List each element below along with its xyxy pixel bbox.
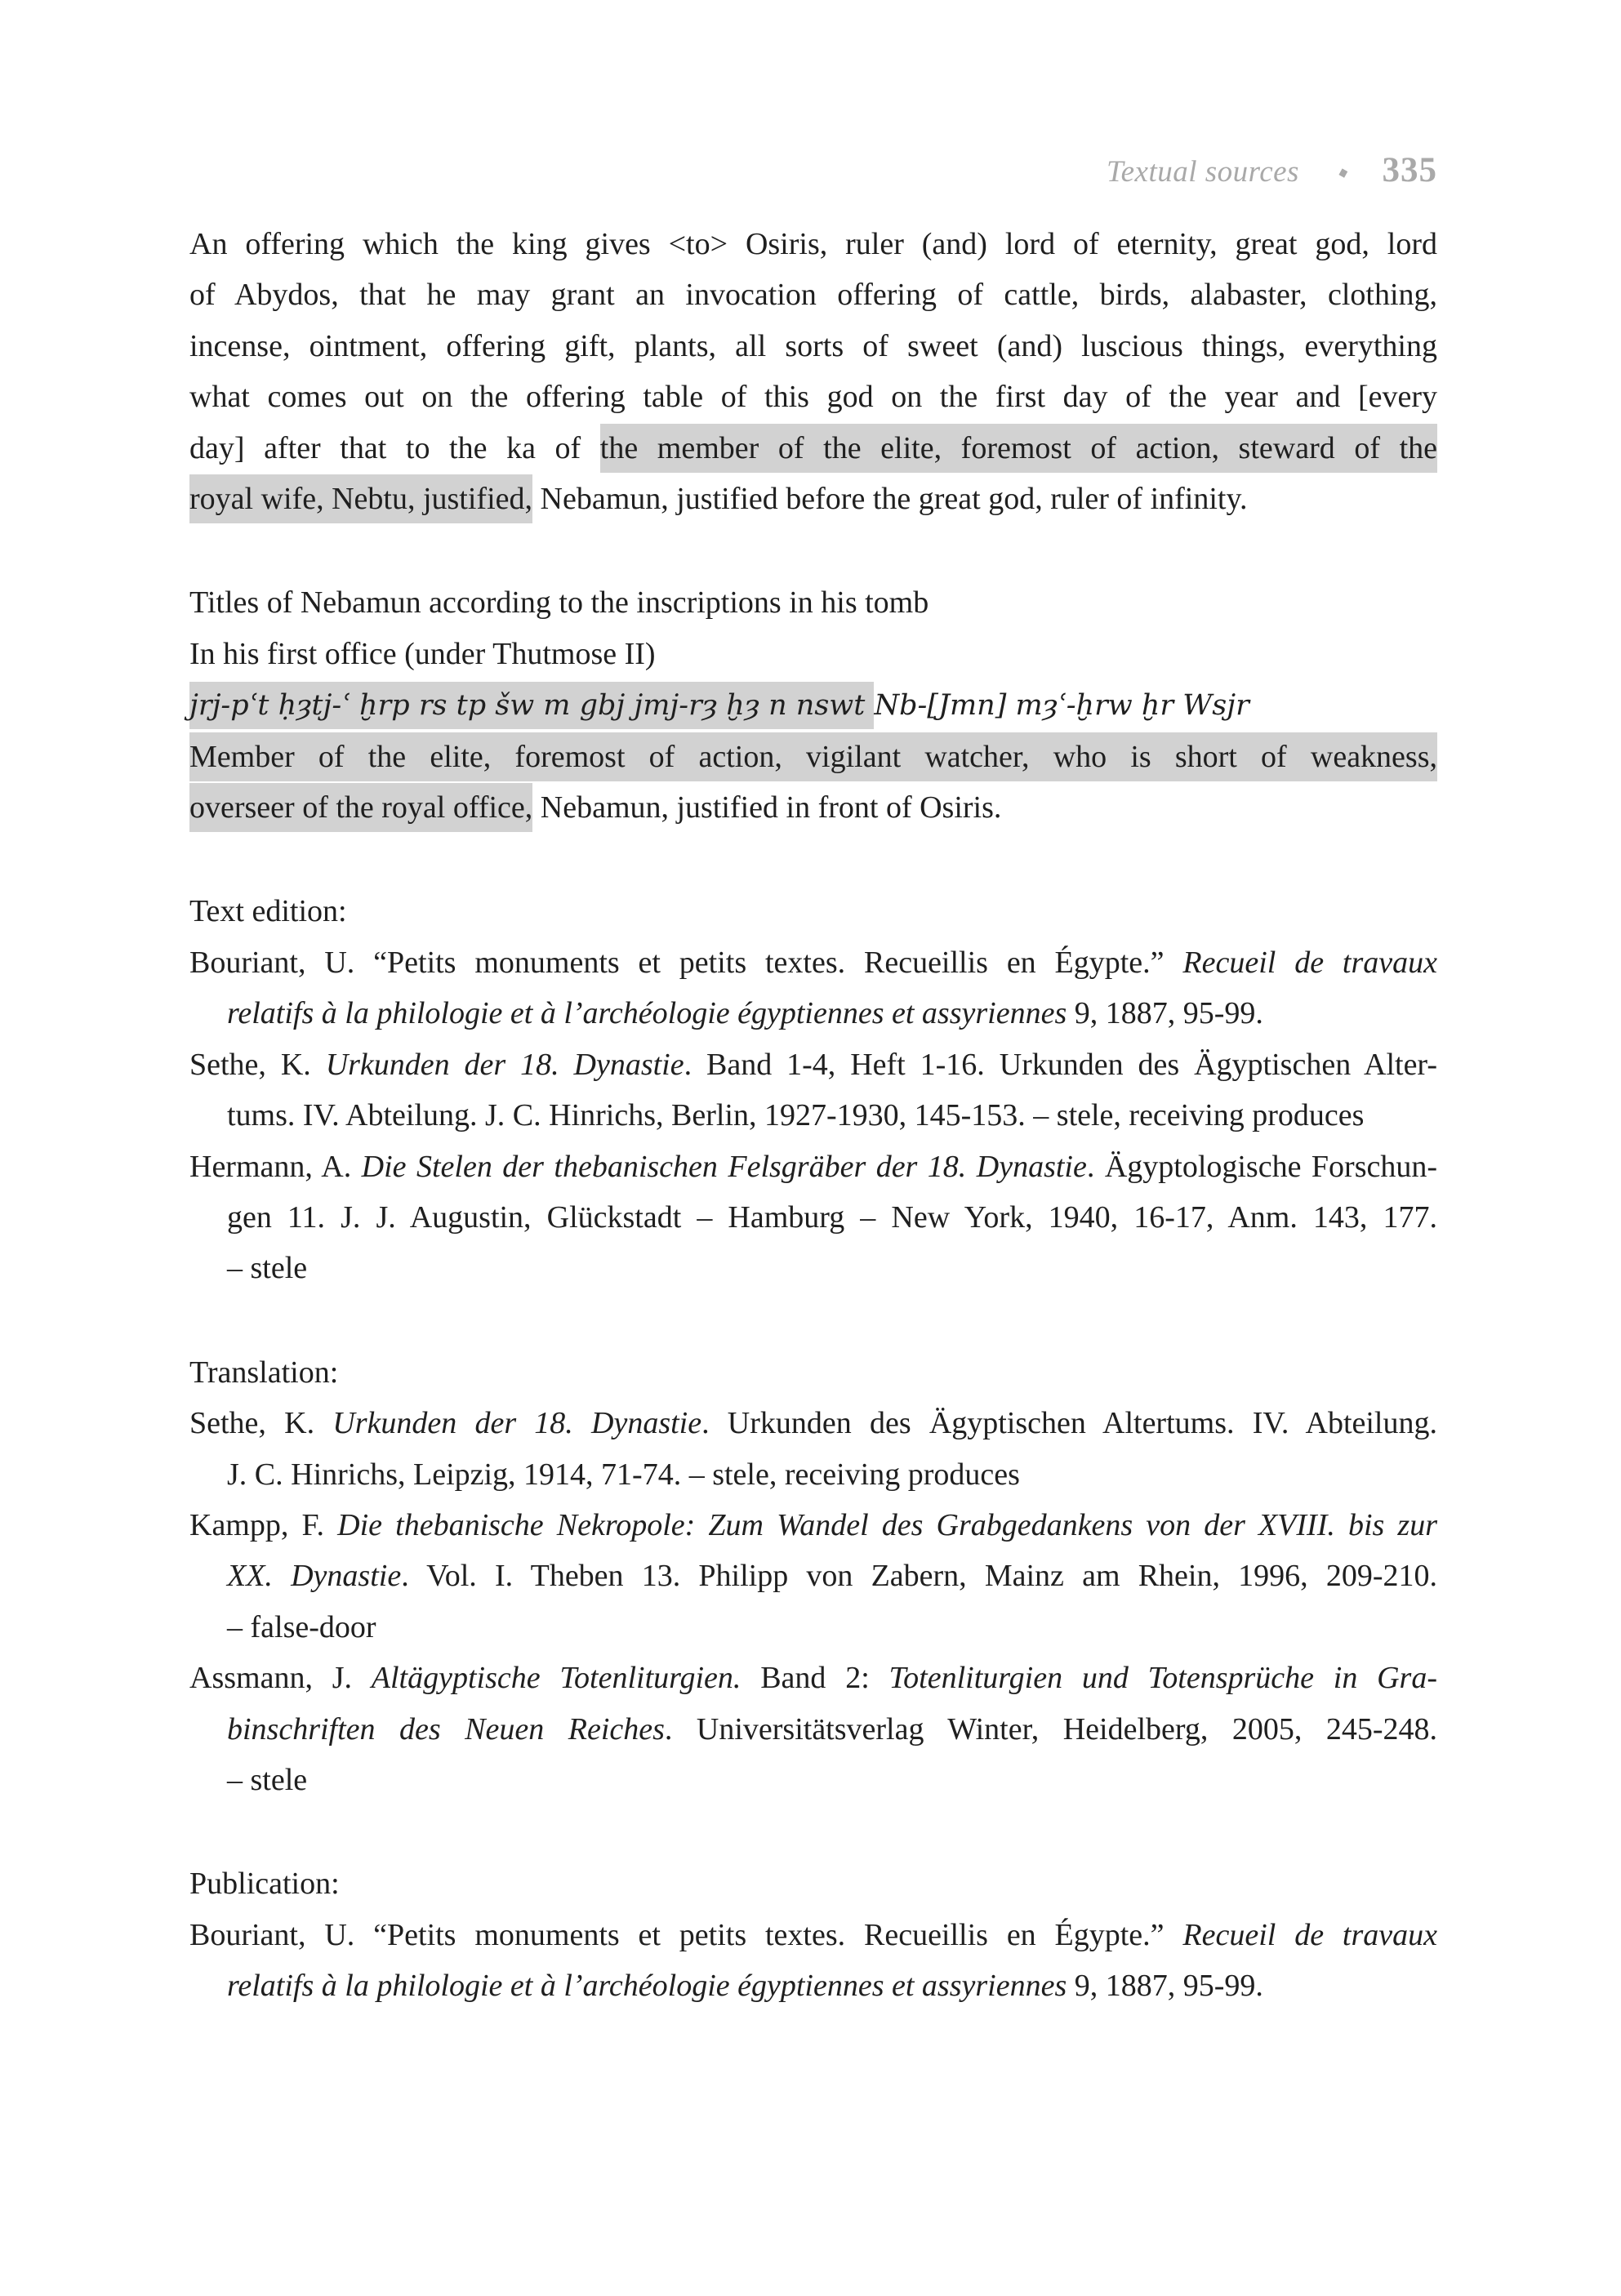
text-run: Die Stelen der thebanischen Felsgräber der 18. Dynastie: [361, 1149, 1087, 1184]
text-run: Nebamun, justified in front of Osiris.: [532, 790, 1002, 825]
text-run: 9, 1887, 95-99.: [1067, 1969, 1263, 2004]
text-run: Urkunden der 18. Dynastie: [332, 1406, 702, 1441]
text-run: Die thebanische Nekropole: Zum Wandel des Grabgedankens von der XVIII. bis zur: [337, 1507, 1437, 1542]
text-run: . Universitätsverlag Winter, Heidelberg, 2005, 245-248.: [664, 1711, 1437, 1746]
text-line: [189, 1755, 1437, 1805]
highlighted-text-run: overseer of the royal office,: [189, 783, 532, 832]
text-line: [189, 1449, 1437, 1500]
text-run: Nebamun, justified before the great god, ruler of infinity.: [532, 482, 1248, 517]
text-line: [189, 1398, 1437, 1448]
text-line: [189, 1039, 1437, 1090]
text-edition-section: [189, 886, 1437, 1293]
page-number: 335: [1382, 151, 1437, 189]
text-run: Totenliturgien und Totensprüche in Gra-: [888, 1661, 1437, 1696]
text-line: [189, 886, 1437, 937]
translation-section: [189, 1347, 1437, 1806]
transliteration-run: jrj-pʿt ḥȝtj-ʿ ḫrp rs tp šw m gbj jmj-rȝ ḫȝ n nswt: [189, 682, 874, 729]
text-line: [189, 269, 1437, 320]
text-line: [189, 1141, 1437, 1192]
text-run: Sethe, K.: [189, 1406, 333, 1441]
text-line: [189, 423, 1437, 474]
text-run: day] after that to the ka of: [189, 430, 600, 465]
text-line: [189, 1858, 1437, 1909]
text-run: what comes out on the offering table of this god on the first day of the year and [every: [189, 380, 1437, 415]
text-run: Assmann, J.: [189, 1661, 372, 1696]
running-head: Textual sources: [1106, 155, 1299, 189]
text-run: of Abydos, that he may grant an invocation offering of cattle, birds, alabaster, clothing,: [189, 278, 1437, 313]
page-header: [189, 150, 1437, 190]
highlighted-text-run: royal wife, Nebtu, justified,: [189, 474, 532, 523]
text-run: – false-door: [227, 1609, 376, 1644]
text-line: [189, 1704, 1437, 1755]
text-line: [189, 1653, 1437, 1703]
text-line: [189, 474, 1437, 524]
text-run: 9, 1887, 95-99.: [1067, 996, 1263, 1031]
text-line: [189, 1960, 1437, 2011]
text-line: [189, 219, 1437, 269]
text-line: [189, 1551, 1437, 1601]
text-line: [189, 679, 1437, 731]
text-run: Band 2:: [741, 1661, 889, 1696]
text-run: Hermann, A.: [189, 1149, 362, 1184]
text-run: . Ägyptologische Forschun-: [1086, 1149, 1438, 1184]
titles-of-nebamun: [189, 577, 1437, 833]
text-line: [189, 1243, 1437, 1293]
ornament-diamond-icon: ◆: [1337, 165, 1349, 181]
text-run: Recueil de travaux: [1182, 1917, 1437, 1952]
text-run: gen 11. J. J. Augustin, Glückstadt – Hamburg – New York, 1940, 16-17, Anm. 143, 177.: [227, 1199, 1437, 1235]
text-run: Kampp, F.: [189, 1507, 338, 1542]
text-line: [189, 321, 1437, 372]
text-line: [189, 988, 1437, 1039]
text-run: J. C. Hinrichs, Leipzig, 1914, 71-74. – stele, receiving produces: [227, 1457, 1020, 1492]
text-run: . Band 1-4, Heft 1-16. Urkunden des Ägyptischen Alter-: [684, 1047, 1437, 1082]
text-run: . Urkunden des Ägyptischen Altertums. IV. Abteilung.: [701, 1406, 1437, 1441]
text-line: [189, 577, 1437, 628]
text-line: [189, 629, 1437, 679]
text-run: Titles of Nebamun according to the inscriptions in his tomb: [189, 585, 929, 621]
text-run: Bouriant, U. “Petits monuments et petits textes. Recueillis en Égypte.”: [189, 945, 1183, 980]
text-run: Urkunden der 18. Dynastie: [325, 1047, 684, 1082]
text-run: Recueil de travaux: [1182, 945, 1437, 980]
text-run: binschriften des Neuen Reiches: [227, 1711, 665, 1746]
text-run: relatifs à la philologie et à l’archéologie égyptiennes et assyriennes: [227, 996, 1067, 1031]
text-line: [189, 1090, 1437, 1141]
text-run: relatifs à la philologie et à l’archéologie égyptiennes et assyriennes: [227, 1969, 1067, 2004]
text-run: Publication:: [189, 1867, 340, 1902]
text-run: XX. Dynastie: [227, 1559, 402, 1594]
publication-section: [189, 1858, 1437, 2011]
text-run: Text edition:: [189, 894, 347, 929]
text-run: In his first office (under Thutmose II): [189, 636, 656, 671]
text-line: [189, 1602, 1437, 1653]
text-run: Bouriant, U. “Petits monuments et petits textes. Recueillis en Égypte.”: [189, 1917, 1183, 1952]
text-run: – stele: [227, 1762, 308, 1797]
text-run: Translation:: [189, 1355, 339, 1390]
text-line: [189, 1910, 1437, 1960]
highlighted-text-run: Member of the elite, foremost of action, vigilant watcher, who is short of weakness,: [189, 732, 1437, 781]
text-line: [189, 1347, 1437, 1398]
highlighted-text-run: the member of the elite, foremost of action, steward of the: [600, 424, 1437, 473]
text-run: tums. IV. Abteilung. J. C. Hinrichs, Berlin, 1927-1930, 145-153. – stele, receiving produces: [227, 1098, 1365, 1133]
transliteration-run: Nb-[Jmn] mȝʿ-ḫrw ḫr Wsjr: [874, 689, 1249, 723]
text-line: [189, 732, 1437, 782]
text-line: [189, 1500, 1437, 1551]
text-run: incense, ointment, offering gift, plants, all sorts of sweet (and) luscious things, everything: [189, 328, 1437, 363]
text-run: An offering which the king gives <to> Osiris, ruler (and) lord of eternity, great god, lord: [189, 227, 1437, 261]
text-run: . Vol. I. Theben 13. Philipp von Zabern, Mainz am Rhein, 1996, 209-210.: [401, 1559, 1437, 1594]
text-run: Altägyptische Totenliturgien.: [371, 1661, 741, 1696]
text-line: [189, 937, 1437, 988]
text-content: [189, 219, 1437, 2012]
text-run: – stele: [227, 1251, 308, 1286]
offering-formula-paragraph: [189, 219, 1437, 524]
text-line: [189, 372, 1437, 422]
text-line: [189, 1192, 1437, 1243]
text-line: [189, 782, 1437, 833]
text-run: Sethe, K.: [189, 1047, 326, 1082]
